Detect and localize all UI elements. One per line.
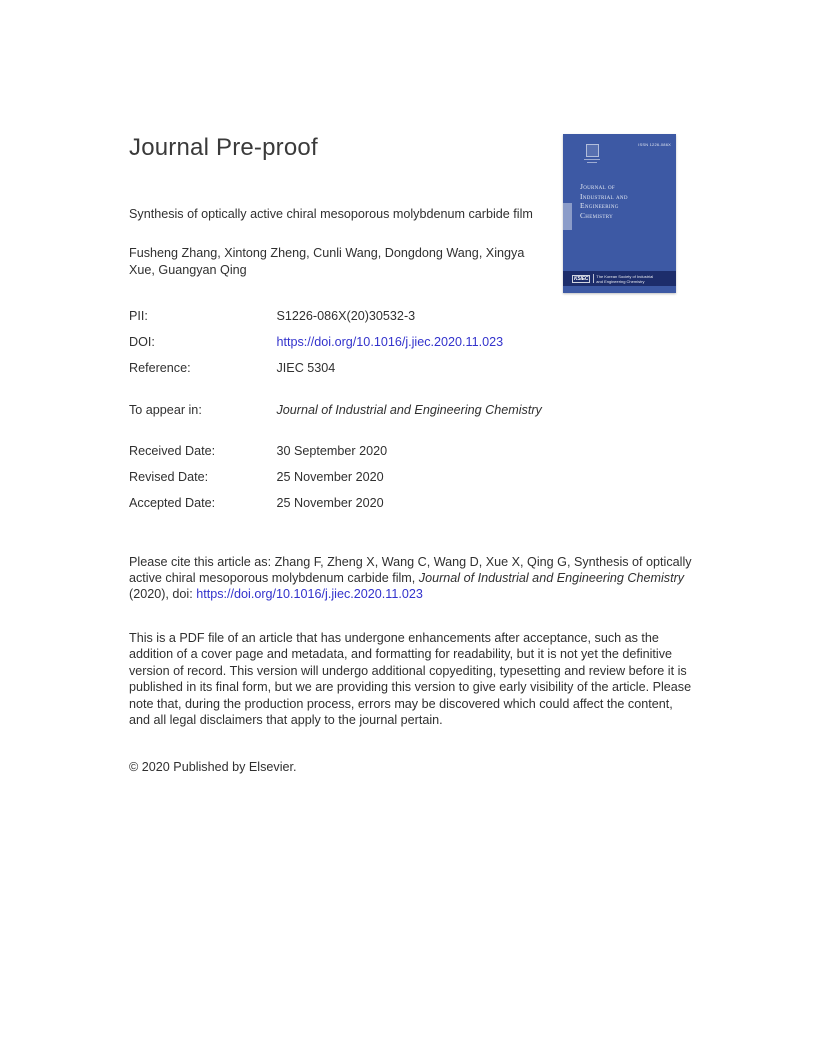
accepted-date-value: 25 November 2020 bbox=[276, 496, 384, 510]
emblem-line bbox=[584, 159, 600, 160]
emblem-crest bbox=[586, 144, 599, 157]
revised-date-value: 25 November 2020 bbox=[276, 470, 384, 484]
disclaimer-paragraph: This is a PDF file of an article that has undergone enhancements after acceptance, such as the addition of a cover page and metadata, and formatting for readability, but it is not yet the definitive version of record. This version will undergo additional copyediting, typesetting and review before it is published in its final form, but we are providing this version to give early visibility of the article. Please note that, during the production process, errors may be discovered which could affect the content, and all legal disclaimers that apply to the journal pertain. bbox=[129, 631, 692, 728]
cover-title-line: Industrial and bbox=[580, 191, 628, 201]
society-name-line: The Korean Society of Industrial bbox=[596, 273, 654, 279]
citation-text: Please cite this article as: Zhang F, Zheng X, Wang C, Wang D, Xue X, Qing G, Synthesis of optically active chiral mesoporous molybdenum carbide film, bbox=[129, 555, 692, 586]
meta-row-revised-date bbox=[129, 470, 384, 484]
revised-date-label: Revised Date: bbox=[129, 470, 209, 484]
cover-society-band bbox=[563, 271, 676, 286]
pii-label: PII: bbox=[129, 309, 148, 323]
page-title: Journal Pre-proof bbox=[129, 134, 318, 161]
society-name bbox=[596, 274, 653, 284]
society-divider bbox=[593, 274, 594, 283]
cover-issn-text: ISSN 1226-086X bbox=[638, 142, 671, 147]
society-name-line: and Engineering Chemistry bbox=[596, 278, 645, 284]
meta-row-accepted-date bbox=[129, 496, 384, 510]
reference-label: Reference: bbox=[129, 361, 191, 375]
citation-paragraph bbox=[129, 554, 694, 603]
meta-row-received-date bbox=[129, 444, 387, 458]
citation-doi-link[interactable]: https://doi.org/10.1016/j.jiec.2020.11.023 bbox=[196, 587, 423, 602]
meta-row-pii bbox=[129, 309, 415, 323]
received-date-label: Received Date: bbox=[129, 444, 216, 458]
meta-row-doi bbox=[129, 335, 503, 349]
article-authors: Fusheng Zhang, Xintong Zheng, Cunli Wang, Dongdong Wang, Xingya Xue, Guangyan Qing bbox=[129, 246, 525, 277]
copyright-line: © 2020 Published by Elsevier. bbox=[129, 760, 297, 774]
article-title: Synthesis of optically active chiral mesoporous molybdenum carbide film bbox=[129, 207, 533, 221]
accepted-date-label: Accepted Date: bbox=[129, 496, 216, 510]
meta-row-reference bbox=[129, 361, 335, 375]
received-date-value: 30 September 2020 bbox=[276, 444, 388, 458]
citation-journal-name: Journal of Industrial and Engineering Chemistry bbox=[418, 571, 685, 586]
cover-title-line: Engineering bbox=[580, 201, 619, 211]
citation-text: (2020), doi: bbox=[129, 587, 197, 602]
reference-value: JIEC 5304 bbox=[276, 361, 336, 375]
emblem-line bbox=[587, 162, 597, 163]
society-logo: KSIEC bbox=[574, 275, 589, 282]
cover-emblem-icon bbox=[584, 144, 600, 164]
cover-title-line: Chemistry bbox=[580, 210, 613, 220]
doi-label: DOI: bbox=[129, 335, 155, 349]
to-appear-in-label: To appear in: bbox=[129, 403, 202, 417]
cover-title-line: Journal of bbox=[580, 182, 616, 191]
meta-row-to-appear-in bbox=[129, 403, 542, 417]
doi-link[interactable]: https://doi.org/10.1016/j.jiec.2020.11.023 bbox=[276, 335, 504, 349]
to-appear-in-value: Journal of Industrial and Engineering Chemistry bbox=[276, 403, 542, 417]
pii-value: S1226-086X(20)30532-3 bbox=[276, 309, 416, 323]
